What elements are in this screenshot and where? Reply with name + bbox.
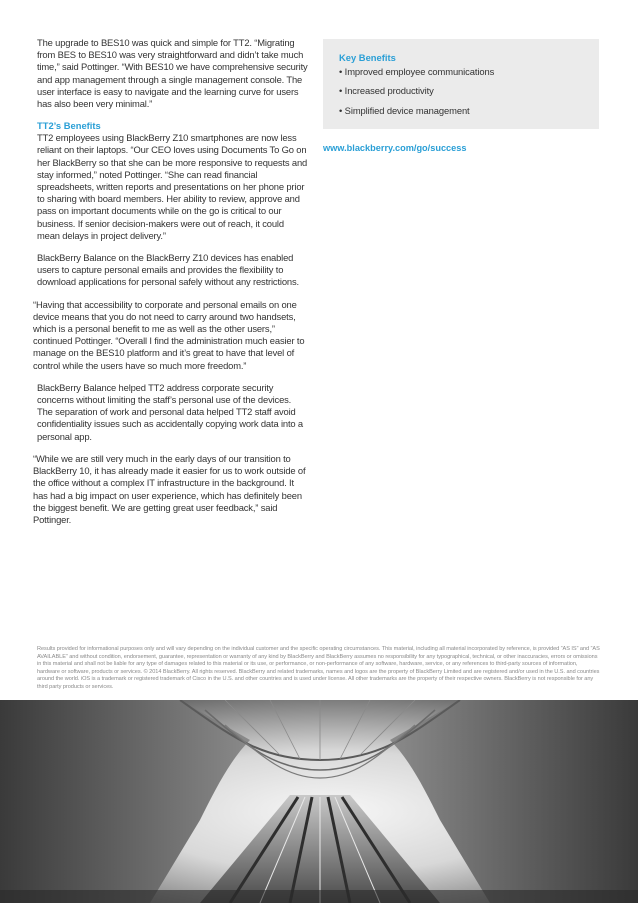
key-benefit-item: • Increased productivity [339,85,434,96]
success-link[interactable]: www.blackberry.com/go/success [323,143,467,153]
balance-paragraph: BlackBerry Balance on the BlackBerry Z10 devices has enabled users to capture personal emails and provides the flexibility to download applications for personal safely without any restrictions. [37,252,299,288]
closing-quote: “While we are still very much in the early days of our transition to BlackBerry 10, it has already made it easier for us to work outside of the office without a complex IT infrastructure in the background. It has had a big impact on user experience, which has definitely been the biggest benefit. We are getting great user feedback,” said Pottinger. [33,452,306,525]
security-paragraph: BlackBerry Balance helped TT2 address corporate security concerns without limiting the staff’s personal use of the devices. The separation of work and personal data helped TT2 staff avoid confidentiality issues such as accidentally copying work data into a personal app. [37,381,303,442]
key-benefit-item: • Improved employee communications [339,66,495,77]
key-benefits-title: Key Benefits [339,52,396,63]
body-column [33,37,309,536]
key-benefit-item: • Simplified device management [339,105,470,116]
benefits-heading: TT2’s Benefits [37,120,101,132]
escalator-photo [0,700,638,903]
accessibility-quote: “Having that accessibility to corporate and personal emails on one device means that you do not need to carry around two handsets, which is a personal benefit to me as well as the other users,” continued Pottinger. “Overall I find the administration much easier to manage on the BES10 platform and it’s great to have that level of control while the users have so much more freedom.” [33,298,305,371]
legal-disclaimer: Results provided for informational purposes only and will vary depending on the individual customer and the specific operating circumstances. This material, including all material incorporated by reference, is provided “AS IS” and “AS AVAILABLE” and without condition, endorsement, guarantee, representation or warranty of any kind by BlackBerry and BlackBerry assumes no responsibility for any typographical, technical, or other inaccuracies, errors or omissions in this material and shall not be liable for any type of damages related to this material or its use, or performance, or non-performance of any software, hardware, service, or any references to third-party sources of information, hardware or software, products or services. © 2014 BlackBerry. All rights reserved. BlackBerry and related trademarks, names and logos are the property of BlackBerry Limited and are registered and/or used in the U.S. and countries around the world. iOS is a trademark or registered trademark of Cisco in the U.S. and other countries and is used under license. All other trademarks are the property of their respective owners. BlackBerry is not responsible for any third party products or services. [37,646,600,690]
benefits-paragraph: TT2 employees using BlackBerry Z10 smartphones are now less reliant on their laptops. “Our CEO loves using Documents To Go on her BlackBerry so that she can be more responsive to requests and stay informed,” noted Pottinger. “She can read financial spreadsheets, written reports and presentations on her phone prior to sharing with board members. Her ability to review, approve and pass on important documents while on the go is critical to our business. If senior decision-makers were out of reach, it could mean delays in project delivery.” [37,132,308,241]
key-benefits-box [323,39,599,129]
intro-paragraph: The upgrade to BES10 was quick and simple for TT2. “Migrating from BES to BES10 was very straightforward and didn’t take much time,” said Pottinger. “With BES10 we have comprehensive security and app management through a single management console. The user interface is easy to navigate and the learning curve for users has also been very minimal.” [37,37,308,110]
